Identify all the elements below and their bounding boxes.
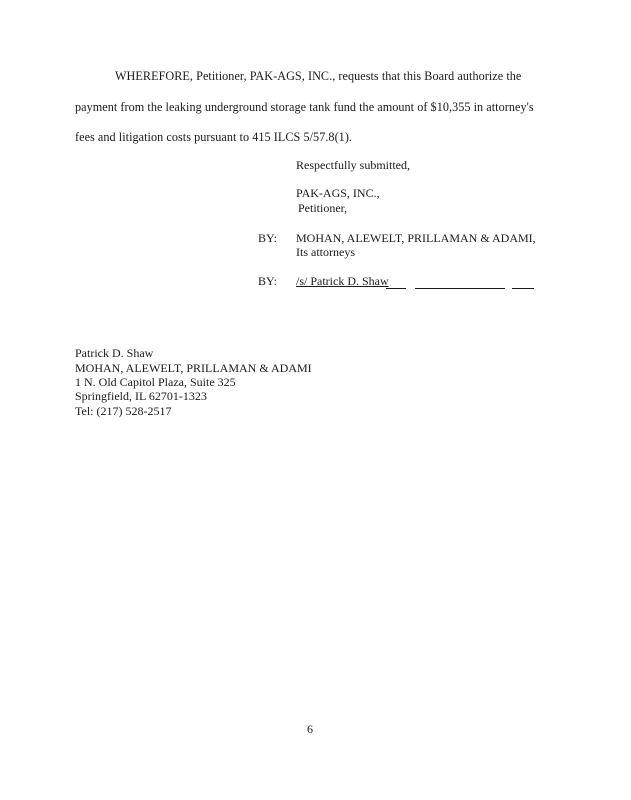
attorney-name: Patrick D. Shaw [75, 346, 154, 360]
page-number: 6 [307, 722, 313, 736]
paragraph-line-3: fees and litigation costs pursuant to 415 ILCS 5/57.8(1). [75, 130, 353, 144]
attorney-firm: MOHAN, ALEWELT, PRILLAMAN & ADAMI [75, 361, 312, 375]
closing-text: Respectfully submitted, [296, 158, 410, 172]
by-firm-role: Its attorneys [296, 245, 355, 259]
attorney-address-1: 1 N. Old Capitol Plaza, Suite 325 [75, 375, 236, 389]
by-firm: MOHAN, ALEWELT, PRILLAMAN & ADAMI, [296, 231, 536, 245]
party-role: Petitioner, [298, 201, 348, 215]
attorney-address-2: Springfield, IL 62701-1323 [75, 389, 207, 403]
attorney-tel: Tel: (217) 528-2517 [75, 404, 172, 418]
signature: /s/ Patrick D. Shaw [296, 274, 389, 288]
paragraph-line-2: payment from the leaking underground storage tank fund the amount of $10,355 in attorney's [75, 100, 534, 114]
signature-rule-1 [386, 288, 406, 289]
paragraph-line-1: WHEREFORE, Petitioner, PAK-AGS, INC., requests that this Board authorize the [115, 69, 522, 83]
by-label-1: BY: [258, 231, 277, 245]
signature-rule-2 [415, 288, 505, 289]
by-label-2: BY: [258, 274, 277, 288]
party-name: PAK-AGS, INC., [296, 186, 380, 200]
signature-rule-3 [512, 288, 534, 289]
